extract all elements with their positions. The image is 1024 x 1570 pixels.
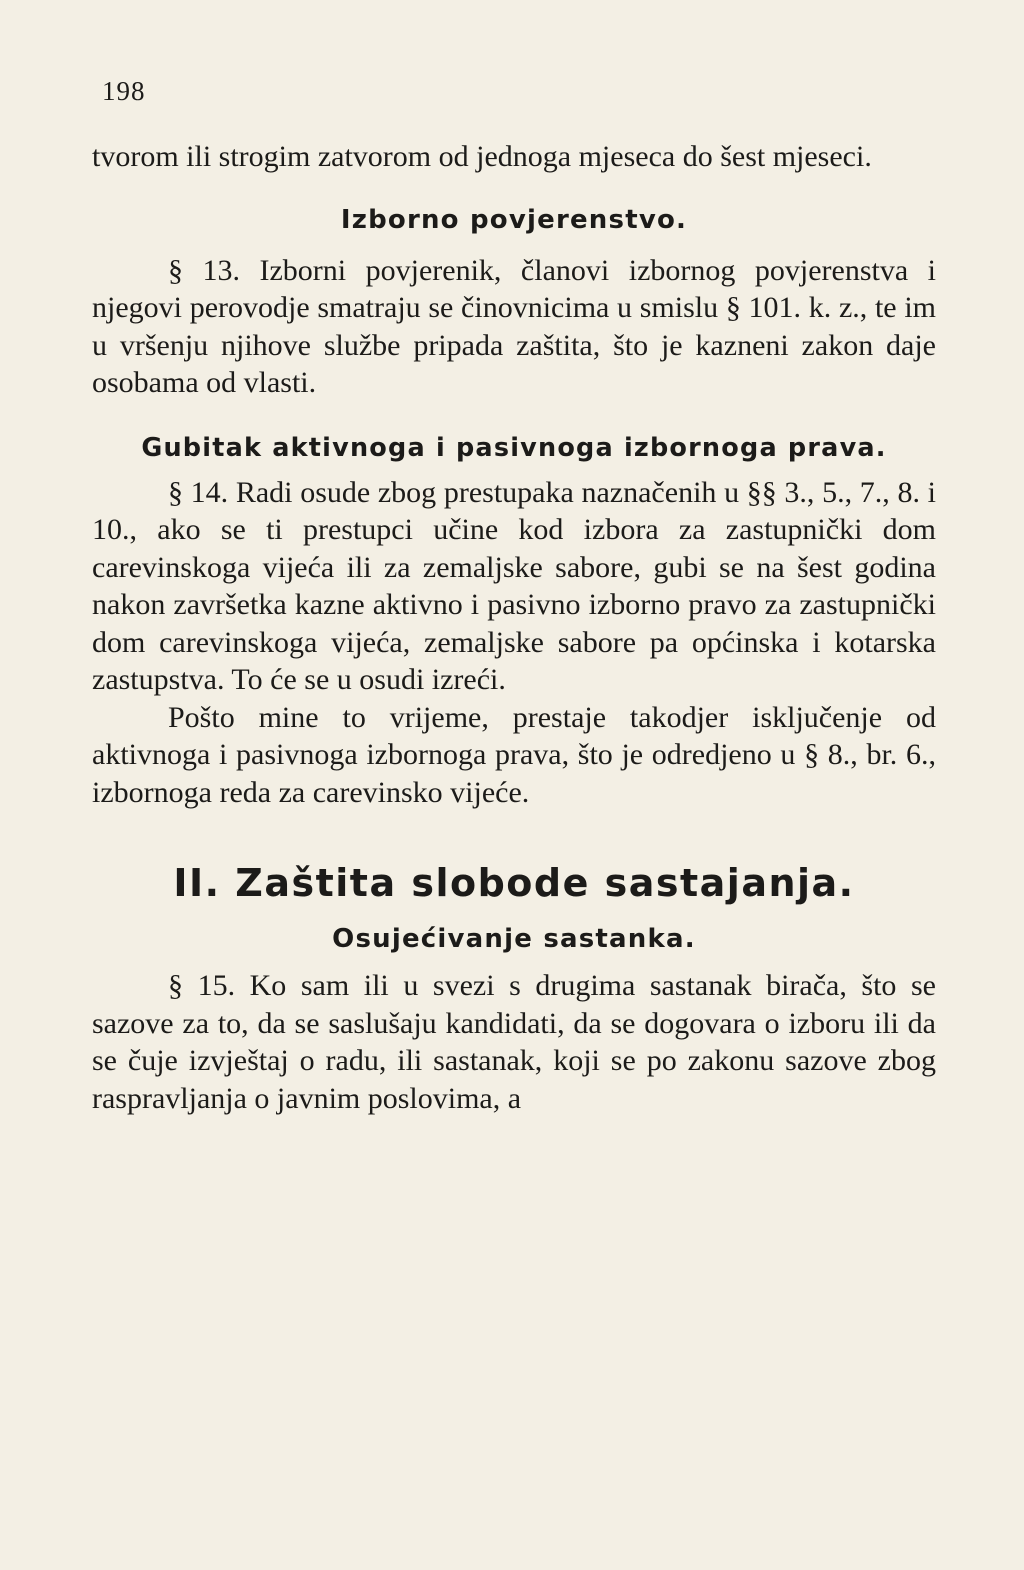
paragraph-continuation: tvorom ili strogim zatvorom od jednoga mjeseca do šest mjeseci. <box>92 140 872 173</box>
heading-osujecivanje-sastanka: Osujećivanje sastanka. <box>332 924 696 954</box>
page-body <box>92 138 936 1117</box>
paragraph-section-15: § 15. Ko sam ili u svezi s drugima sastanak birača, što se sazove za to, da se saslušaju kandidati, da se dogovara o izboru ili da se čuje izvještaj o radu, ili sastanak, koji se po zakonu sazove zbog raspravljanja o javnim poslovima, a <box>92 969 936 1115</box>
page-number: 198 <box>102 76 146 106</box>
paragraph-section-13: § 13. Izborni povjerenik, članovi izbornog povjerenstva i njegovi perovodje smatraju se činovnicima u smislu § 101. k. z., te im u vršenju njihove službe pripada zaštita, što je kazneni zakon daje osobama od vlasti. <box>92 253 936 399</box>
section-title-zastita-slobode: II. Zaštita slobode sastajanja. <box>173 861 855 905</box>
heading-gubitak-prava: Gubitak aktivnoga i pasivnoga izbornoga prava. <box>141 432 887 463</box>
paragraph-section-14: § 14. Radi osude zbog prestupaka naznačenih u §§ 3., 5., 7., 8. i 10., ako se ti prestupci učine kod izbora za zastupnički dom carevinskoga vijeća ili za zemaljske sabore, gubi se na šest godina nakon završetka kazne aktivno i pasivno izborno pravo za zastupnički dom carevinskoga vijeća, zemaljske sabore pa općinska i kotarska zastupstva. To će se u osudi izreći. <box>92 475 936 696</box>
paragraph-section-14-continued: Pošto mine to vrijeme, prestaje takodjer isključenje od aktivnoga i pasivnoga izbornoga prava, što je odredjeno u § 8., br. 6., izbornoga reda za carevinsko vijeće. <box>92 700 936 809</box>
heading-izborno-povjerenstvo: Izborno povjerenstvo. <box>340 204 688 235</box>
